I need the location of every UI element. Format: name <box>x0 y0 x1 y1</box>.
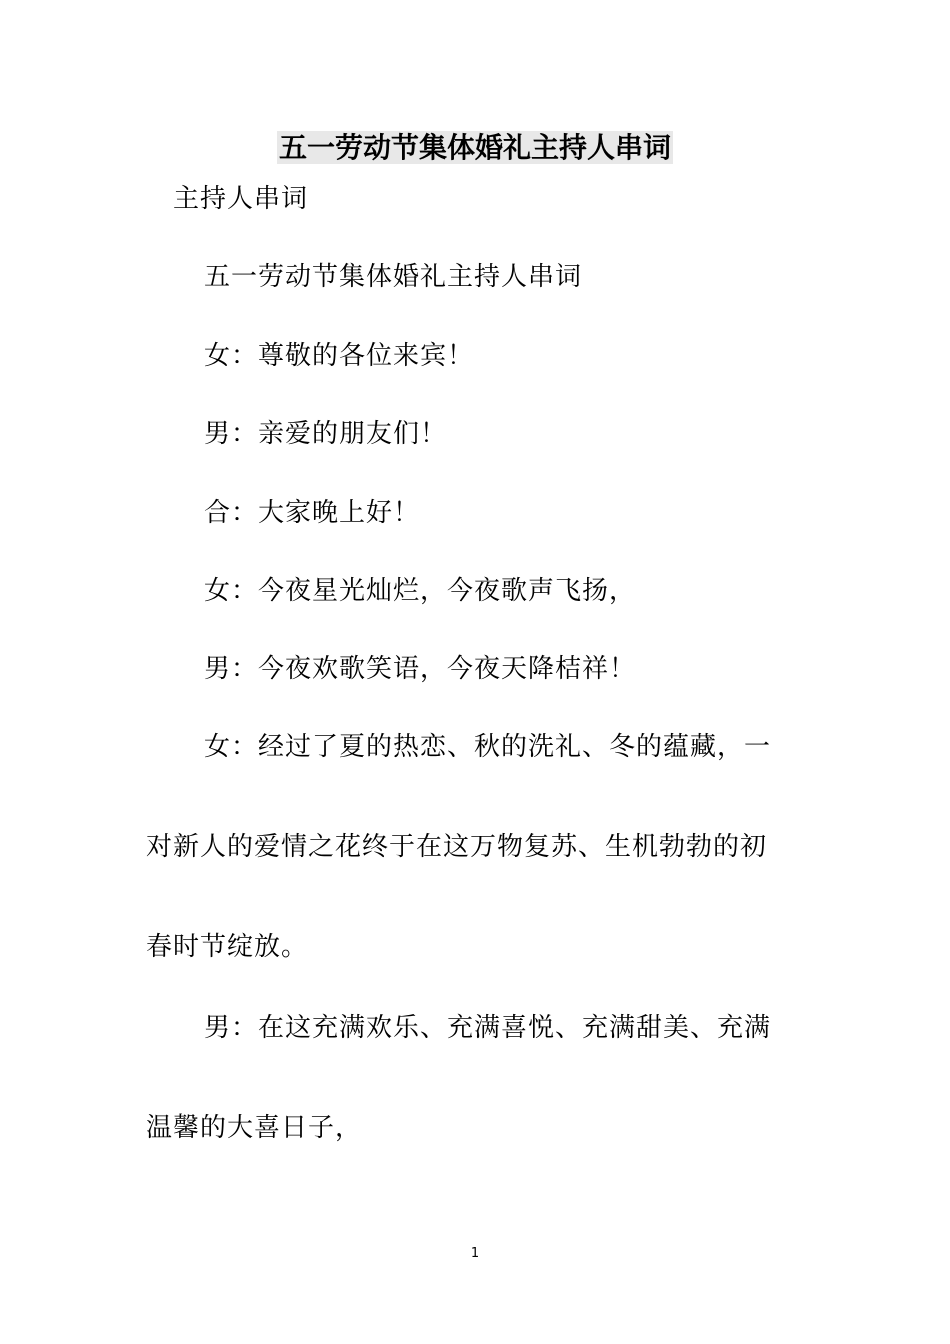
text-line: 温馨的大喜日子， <box>146 1113 363 1143</box>
text-line: 春时节绽放。 <box>146 932 309 962</box>
text-line: 女：尊敬的各位来宾！ <box>204 341 475 371</box>
page-number: 1 <box>470 1246 480 1261</box>
document-title-text: 五一劳动节集体婚礼主持人串词 <box>278 131 671 164</box>
text-line: 女：今夜星光灿烂，今夜歌声飞扬， <box>204 576 637 606</box>
text-line: 合：大家晚上好！ <box>204 498 421 528</box>
text-line: 五一劳动节集体婚礼主持人串词 <box>204 262 583 292</box>
document-title <box>0 128 950 168</box>
text-line: 女：经过了夏的热恋、秋的洗礼、冬的蕴藏，一 <box>204 732 772 762</box>
text-line: 对新人的爱情之花终于在这万物复苏、生机勃勃的初 <box>146 832 768 862</box>
text-line: 主持人串词 <box>173 184 309 214</box>
text-line: 男：在这充满欢乐、充满喜悦、充满甜美、充满 <box>204 1013 772 1043</box>
text-line: 男：今夜欢歌笑语，今夜天降桔祥！ <box>204 654 637 684</box>
text-line: 男：亲爱的朋友们！ <box>204 419 448 449</box>
